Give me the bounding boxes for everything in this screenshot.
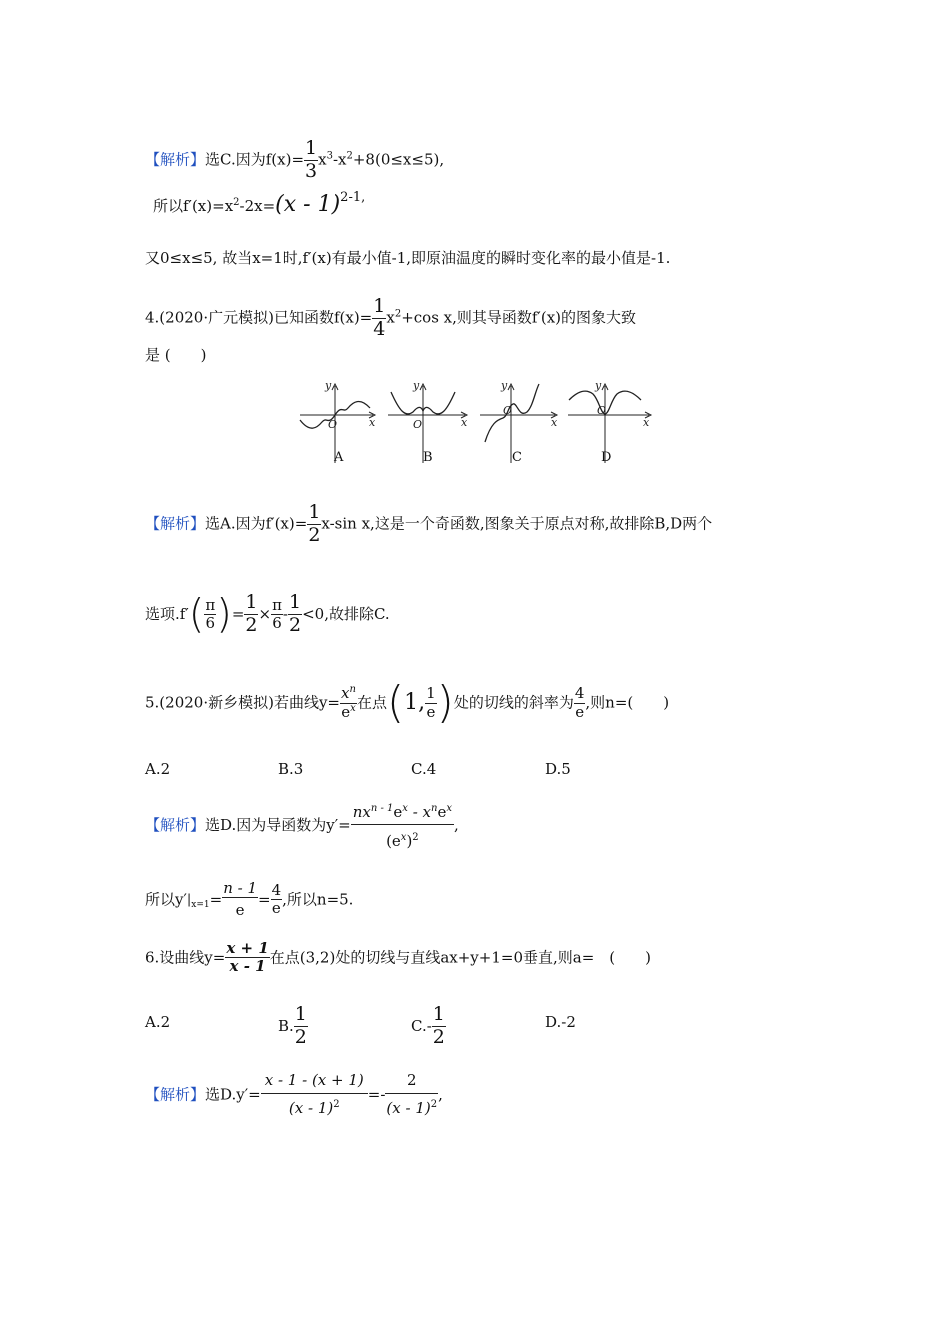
graph-c-x-label: x	[551, 416, 558, 429]
q4-line1: 4.(2020·广元模拟)已知函数f(x)= $\frac{1}{4}$ $x^2+\cos$ x,则其导函数f′(x)的图象大致	[145, 295, 637, 340]
q5-line1: 5.(2020·新乡模拟)若曲线y= $\frac{x^n}{e^x}$ 在点(1, $\frac{1}{e}$ )处的切线的斜率为 $\frac{4}{e}$ ,则n=( )	[145, 677, 670, 728]
q6-option-c[interactable]: C.- $\frac{1}{2}$	[411, 1003, 445, 1048]
graph-d-x-label: x	[643, 416, 650, 429]
fraction-one-third: $\frac{1}{3}$	[305, 137, 318, 182]
q5-option-a[interactable]: A.2	[145, 760, 171, 778]
graph-label-c: C	[512, 450, 522, 465]
graph-d-y-label: y	[595, 379, 602, 392]
fraction-one-half: $\frac{1}{2}$	[308, 501, 321, 546]
solution-tag: 【解析】	[145, 1085, 206, 1104]
q6-option-a[interactable]: A.2	[145, 1013, 171, 1031]
graph-d-origin: O	[597, 404, 607, 417]
sol4-line2: 选项.f′( $\frac{\pi}{6}$ )= $\frac{1}{2}$ × $\frac{\pi}{6}$ - $\frac{1}{2}$ <0,故排除C.	[145, 591, 390, 638]
fraction-one-fourth: $\frac{1}{4}$	[373, 295, 386, 340]
graph-label-b: B	[423, 450, 433, 465]
graph-b-origin: O	[413, 418, 423, 431]
q4-line2: 是 ( )	[145, 346, 207, 364]
sol4-line1: 【解析】选A.因为f′(x)= $\frac{1}{2}$ x-sin x,这是一个奇函数,图象关于原点对称,故排除B,D两个	[145, 501, 713, 546]
graph-b-x-label: x	[461, 416, 468, 429]
sol5-line1: 【解析】选D.因为导函数为y′= $nx^{n - 1}e^x - x^ne^x$ $(e^x)^2$ ,	[145, 803, 459, 851]
sol3-lead: 选C.因为f(x)=	[205, 150, 305, 169]
q5-option-b[interactable]: B.3	[278, 760, 304, 778]
sol3-square-term: (x - 1)	[275, 192, 341, 217]
q6-option-b[interactable]: B. $\frac{1}{2}$	[278, 1003, 307, 1048]
solution-tag: 【解析】	[145, 514, 206, 533]
graph-label-a: A	[334, 450, 344, 465]
sol3-line3: 又0≤x≤5, 故当x=1时,f′(x)有最小值-1,即原油温度的瞬时变化率的最小值是-1.	[145, 249, 671, 267]
fraction-pi-six: $\frac{\pi}{6}$	[205, 595, 216, 632]
graph-label-d: D	[601, 450, 612, 465]
q6-option-d[interactable]: D.-2	[545, 1013, 576, 1031]
fraction-four-e: $\frac{4}{e}$	[574, 684, 585, 721]
fraction-derivative-y5: $nx^{n - 1}e^x - x^ne^x$ $(e^x)^2$	[352, 803, 452, 851]
sol3-line1: 【解析】选C.因为f(x)= $\frac{1}{3}$ $x^3-x^2+8(0\le x\le 5)$,	[145, 137, 445, 182]
graph-a-y-label: y	[325, 379, 332, 392]
sol6-line1: 【解析】选D.y′= $\frac{x - 1 - (x + 1)}{(x - 1)^2}$ =- $\frac{2}{(x - 1)^2}$ ,	[145, 1071, 443, 1118]
solution-tag: 【解析】	[145, 815, 206, 834]
graph-b-y-label: y	[413, 379, 420, 392]
solution-tag: 【解析】	[145, 150, 206, 169]
graph-c-origin: O	[503, 404, 513, 417]
sol5-line2: 所以$y'|_{x=1}=$ $\frac{n - 1}{e}$ = $\frac{4}{e}$ ,所以n=5.	[145, 879, 354, 920]
fraction-one-e: $\frac{1}{e}$	[426, 684, 436, 721]
q5-option-c[interactable]: C.4	[411, 760, 437, 778]
sol3-line2: 所以$f'(x)=x^2-2x=(x - 1)^{2-1,}$	[153, 190, 366, 217]
fraction-xn-ex: $\frac{x^n}{e^x}$	[341, 684, 356, 721]
graph-a-x-label: x	[369, 416, 376, 429]
q6-line1: 6.设曲线y= $\frac{x + 1}{x - 1}$ 在点(3,2)处的切线与直线ax+y+1=0垂直,则a= ( )	[145, 939, 651, 976]
q5-option-d[interactable]: D.5	[545, 760, 571, 778]
graph-c-y-label: y	[501, 379, 508, 392]
graph-a-origin: O	[328, 418, 338, 431]
